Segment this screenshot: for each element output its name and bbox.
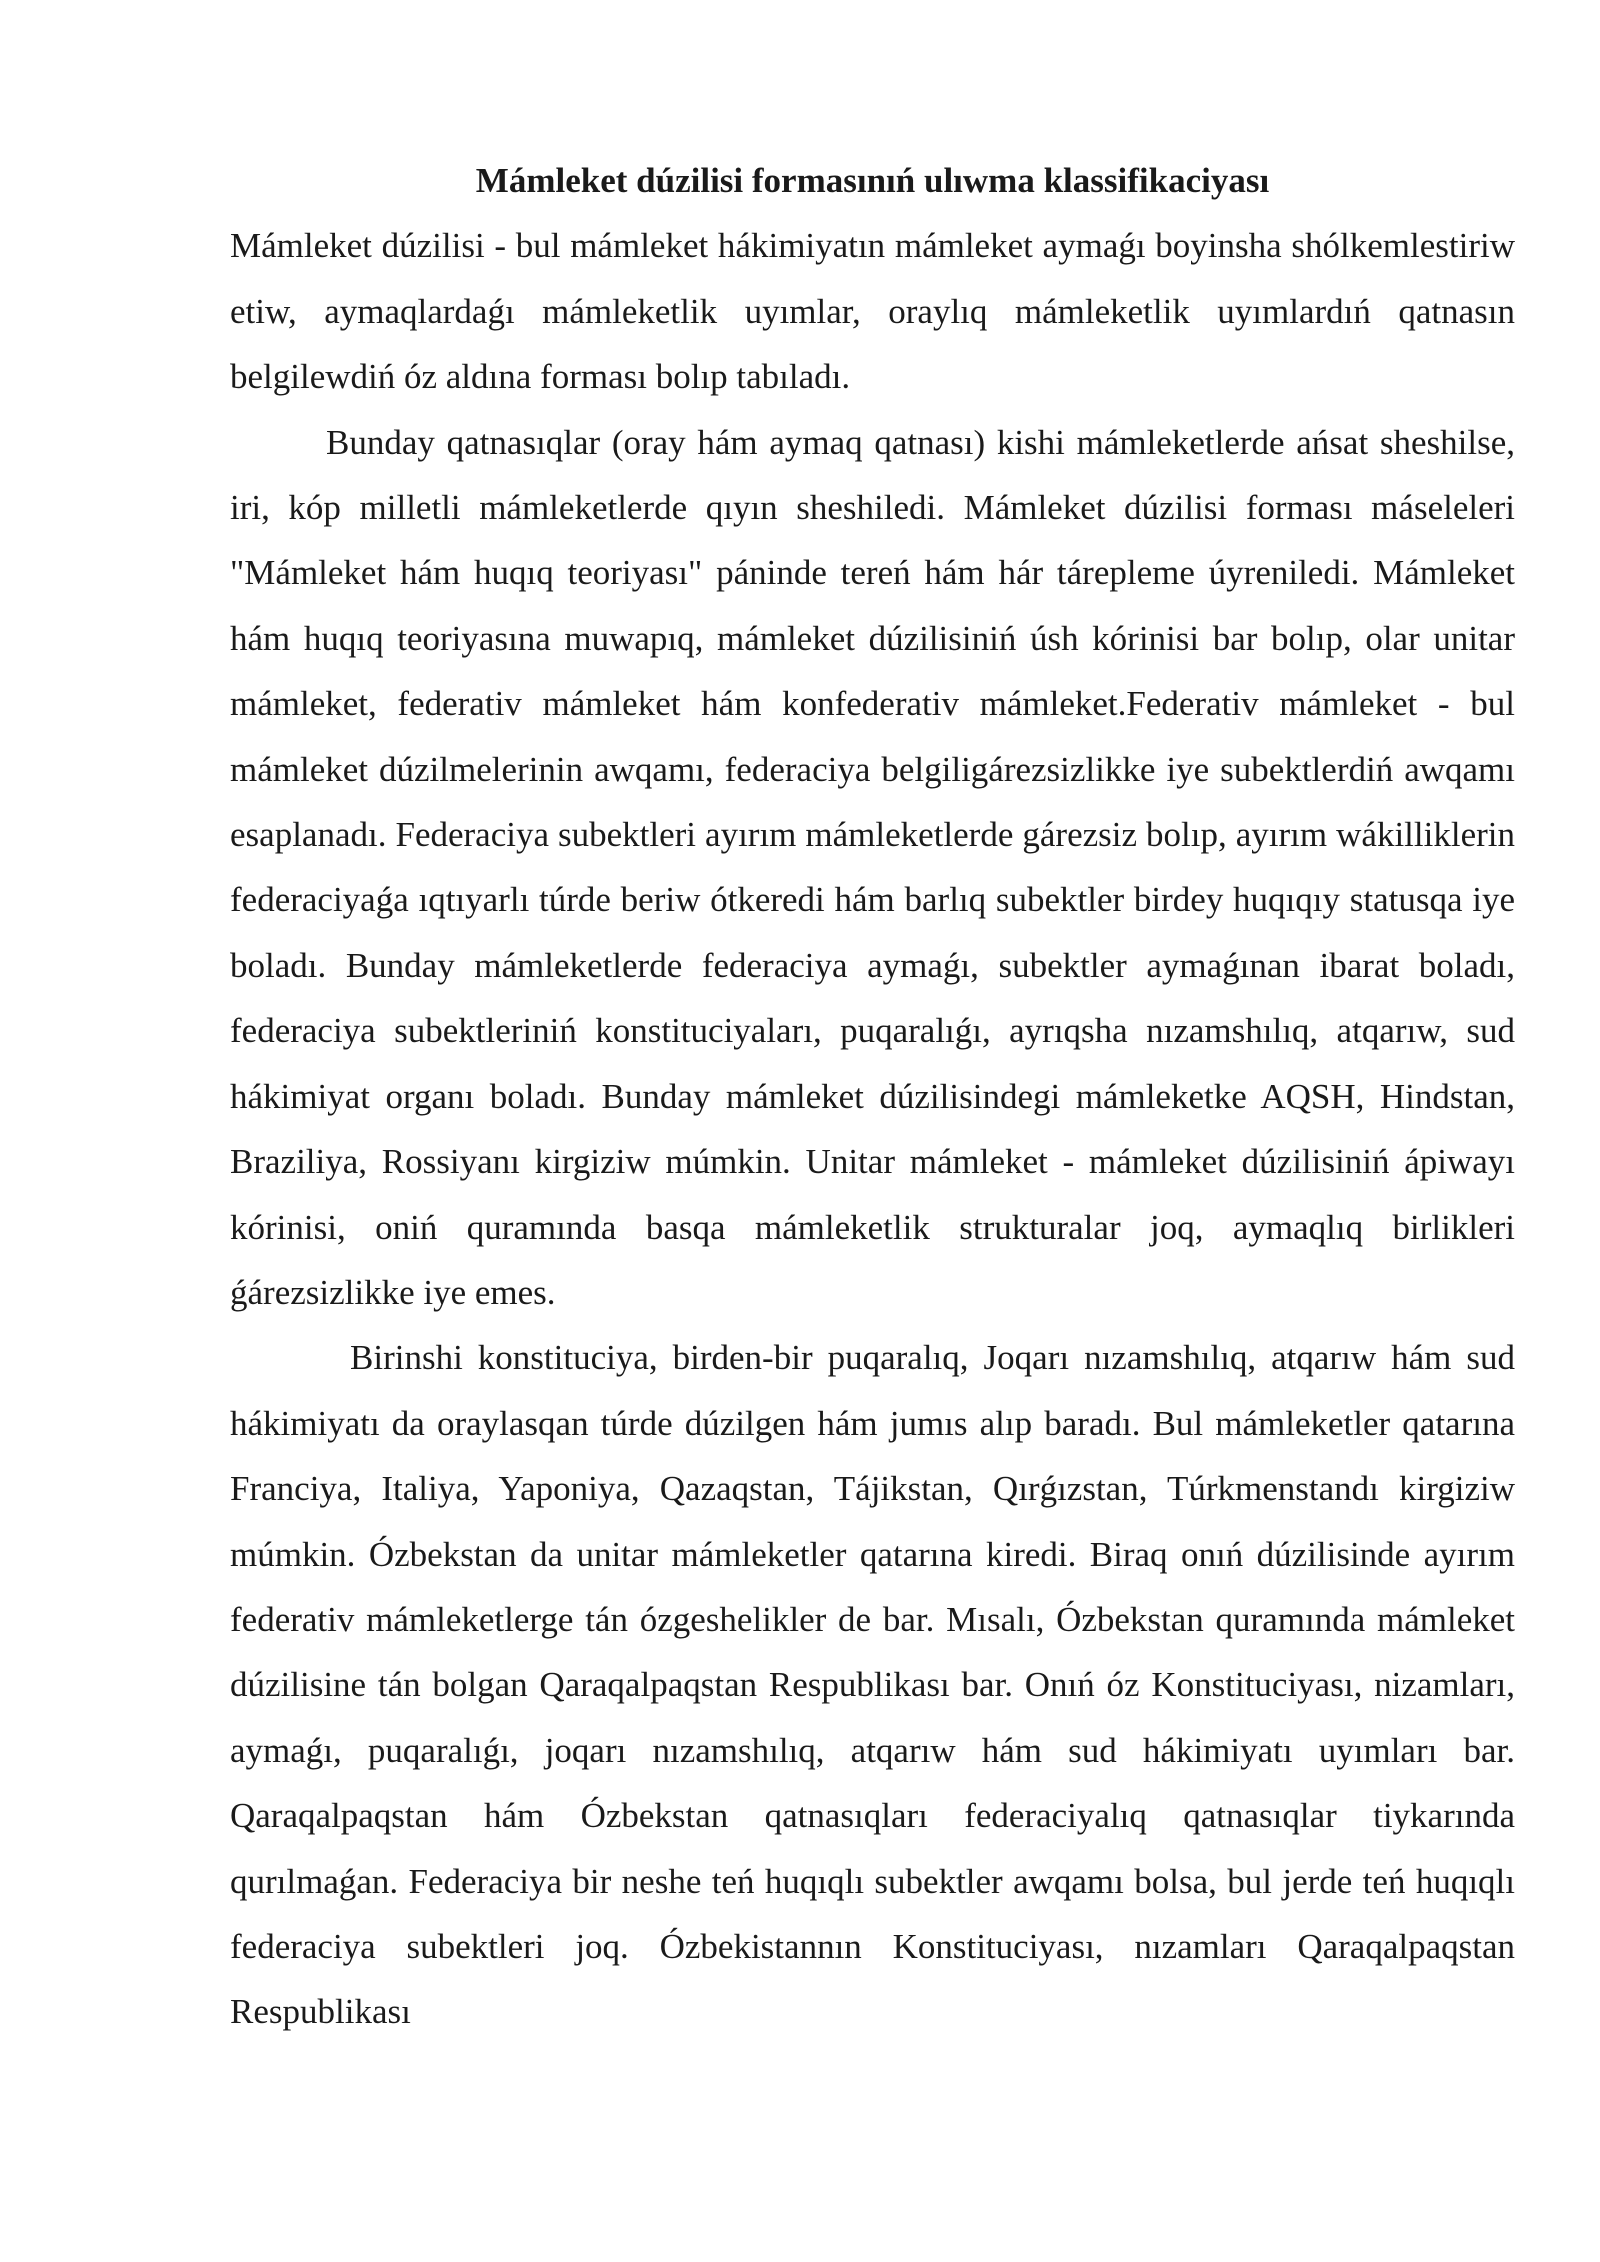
paragraph-3: Birinshi konstituciya, birden-bir puqaralıq, Joqarı nızamshılıq, atqarıw hám sud hákimiyatı da oraylasqan túrde dúzilgen hám jumıs alıp baradı. Bul mámleketler qatarına Franciya, Italiya, Yaponiya, Qazaqstan, Tájikstan, Qırǵızstan, Túrkmenstandı kirgiziw múmkin. Ózbekstan da unitar mámleketler qatarına kiredi. Biraq onıń dúzilisinde ayırım federativ mámleketlerge tán ózgeshelikler de bar. Mısalı, Ózbekstan quramında mámleket dúzilisine tán bolgan Qaraqalpaqstan Respublikası bar. Onıń óz Konstituciyası, nizamları, aymaǵı, puqaralıǵı, joqarı nızamshılıq, atqarıw hám sud hákimiyatı uyımları bar. Qaraqalpaqstan hám Ózbekstan qatnasıqları federaciyalıq qatnasıqlar tiykarında qurılmaǵan. Federaciya bir neshe teń huqıqlı subektler awqamı bolsa, bul jerde teń huqıqlı federaciya subektleri joq. Ózbekistannın Konstituciyası, nızamları Qaraqalpaqstan Respublikası xyxy=(230,1338,1515,2032)
document-page xyxy=(230,148,1515,2045)
document-title: Mámleket dúzilisi formasınıń ulıwma klassifikaciyası xyxy=(475,161,1270,200)
paragraph-1: Mámleket dúzilisi - bul mámleket hákimiyatın mámleket aymaǵı boyinsha shólkemlestiriw etiw, aymaqlardaǵı mámleketlik uyımlar, oraylıq mámleketlik uyımlardıń qatnasın belgilewdiń óz aldına forması bolıp tabıladı. xyxy=(230,226,1515,397)
paragraph-2: Bunday qatnasıqlar (oray hám aymaq qatnası) kishi mámleketlerde ańsat sheshilse, iri, kóp milletli mámleketlerde qıyın sheshiledi. Mámleket dúzilisi forması máseleleri "Mámleket hám huqıq teoriyası" páninde tereń hám hár tárepleme úyreniledi. Mámleket hám huqıq teoriyasına muwapıq, mámleket dúzilisiniń úsh kórinisi bar bolıp, olar unitar mámleket, federativ mámleket hám konfederativ mámleket.Federativ mámleket - bul mámleket dúzilmelerinin awqamı, federaciya belgiligárezsizlikke iye subektlerdiń awqamı esaplanadı. Federaciya subektleri ayırım mámleketlerde gárezsiz bolıp, ayırım wákilliklerin federaciyaǵa ıqtıyarlı túrde beriw ótkeredi hám barlıq subektler birdey huqıqıy statusqa iye boladı. Bunday mámleketlerde federaciya aymaǵı, subektler aymaǵınan ibarat boladı, federaciya subektleriniń konstituciyaları, puqaralıǵı, ayrıqsha nızamshılıq, atqarıw, sud hákimiyat organı boladı. Bunday mámleket dúzilisindegi mámleketke AQSH, Hindstan, Braziliya, Rossiyanı kirgiziw múmkin. Unitar mámleket - mámleket dúzilisiniń ápiwayı kórinisi, oniń quramında basqa mámleketlik strukturalar joq, aymaqlıq birlikleri ǵárezsizlikke iye emes. xyxy=(230,422,1515,1312)
